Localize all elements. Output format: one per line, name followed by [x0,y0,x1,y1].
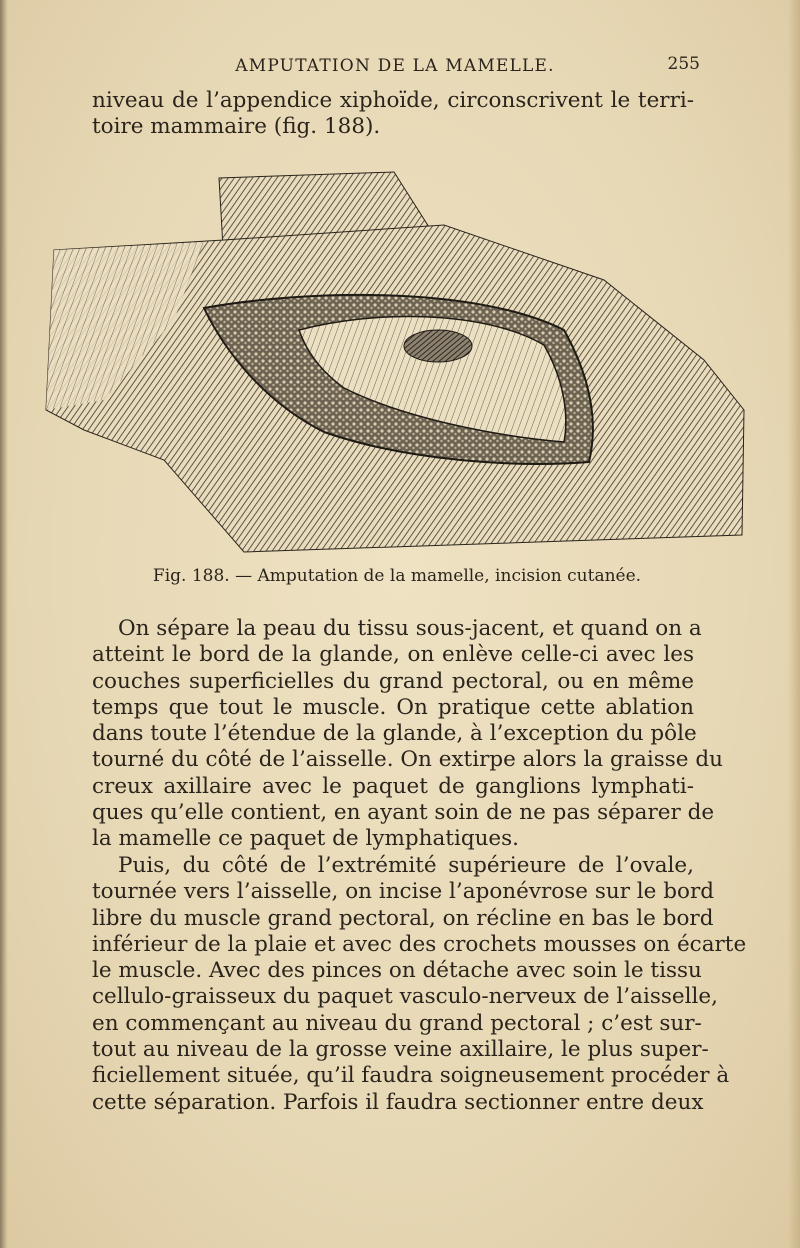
engraving-illustration [44,170,749,560]
paragraph-2 [92,853,747,1116]
text-line: le muscle. Avec des pinces on détache avec soin le tissu [92,958,702,984]
paragraph-1 [92,616,723,853]
running-title: AMPUTATION DE LA MAMELLE. [235,56,555,76]
figure-caption: Fig. 188. — Amputation de la mamelle, incision cutanée. [152,566,642,586]
text-line: toire mammaire (fig. 188). [92,114,381,140]
text-line: creux axillaire avec le paquet de ganglions lymphati- [92,773,694,799]
text-line: dans toute l’étendue de la glande, à l’exception du pôle [92,721,697,747]
page-right-edge [788,0,800,1248]
intro-paragraph [92,88,694,141]
text-line: tournée vers l’aisselle, on incise l’aponévrose sur le bord [92,879,714,905]
text-line: Puis, du côté de l’extrémité supérieure de l’ovale, [118,853,694,878]
text-line: On sépare la peau du tissu sous-jacent, et quand on a [118,616,702,641]
text-line: inférieur de la plaie et avec des crochets mousses on écarte [92,931,747,957]
text-line: en commençant au niveau du grand pectoral ; c’est sur- [92,1010,702,1036]
text-line: tourné du côté de l’aisselle. On extirpe alors la graisse du [92,747,723,773]
page-number: 255 [667,54,700,74]
text-line: niveau de l’appendice xiphoïde, circonscrivent le terri- [92,88,694,113]
text-line: temps que tout le muscle. On pratique cette ablation [92,694,694,720]
text-line: cette séparation. Parfois il faudra sectionner entre deux [92,1089,704,1115]
text-line: ficiellement située, qu’il faudra soigneusement procéder à [92,1063,730,1089]
running-header [90,52,700,82]
figure-engraving [44,170,749,560]
text-line: la mamelle ce paquet de lymphatiques. [92,826,520,852]
text-line: cellulo-graisseux du paquet vasculo-nerveux de l’aisselle, [92,984,718,1010]
page-binding-edge [0,0,8,1248]
text-line: ques qu’elle contient, en ayant soin de ne pas séparer de [92,800,715,826]
text-line: atteint le bord de la glande, on enlève celle-ci avec les [92,642,694,668]
nipple-areola [404,330,472,362]
text-line: couches superficielles du grand pectoral, ou en même [92,668,694,694]
text-line: tout au niveau de la grosse veine axillaire, le plus super- [92,1037,709,1063]
text-line: libre du muscle grand pectoral, on récline en bas le bord [92,905,714,931]
